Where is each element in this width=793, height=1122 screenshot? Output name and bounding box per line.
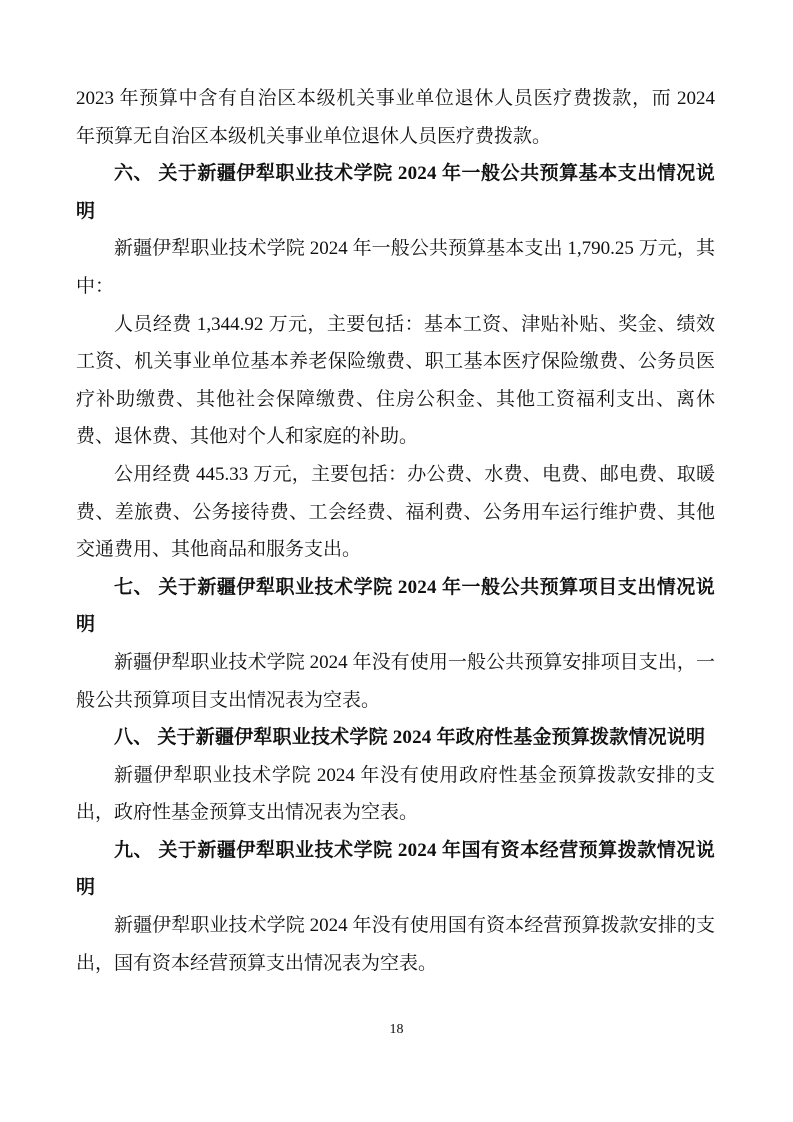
paragraph: 新疆伊犁职业技术学院 2024 年没有使用一般公共预算安排项目支出，一般公共预算项目支出情况表为空表。 (76, 651, 715, 711)
paragraph: 新疆伊犁职业技术学院 2024 年没有使用国有资本经营预算拨款安排的支出，国有资本经营预算支出情况表为空表。 (76, 915, 715, 974)
paragraph: 新疆伊犁职业技术学院 2024 年一般公共预算基本支出 1,790.25 万元，其中： (76, 238, 715, 297)
page-number: 18 (389, 1022, 404, 1037)
section-heading-6: 六、 关于新疆伊犁职业技术学院 2024 年一般公共预算基本支出情况说明 (76, 163, 715, 222)
paragraph: 人员经费 1,344.92 万元，主要包括：基本工资、津贴补贴、奖金、绩效工资、机关事业单位基本养老保险缴费、职工基本医疗保险缴费、公务员医疗补助缴费、其他社会保障缴费、住房公积金、其他工资福利支出、离休费、退休费、其他对个人和家庭的补助。 (76, 313, 715, 448)
paragraph: 公用经费 445.33 万元，主要包括：办公费、水费、电费、邮电费、取暖费、差旅费、公务接待费、工会经费、福利费、公务用车运行维护费、其他交通费用、其他商品和服务支出。 (76, 463, 715, 561)
paragraph: 新疆伊犁职业技术学院 2024 年没有使用政府性基金预算拨款安排的支出，政府性基金预算支出情况表为空表。 (76, 764, 715, 824)
paragraph: 2023 年预算中含有自治区本级机关事业单位退休人员医疗费拨款，而 2024 年预算无自治区本级机关事业单位退休人员医疗费拨款。 (76, 88, 715, 147)
document-body (76, 80, 715, 982)
section-heading-8: 八、 关于新疆伊犁职业技术学院 2024 年政府性基金预算拨款情况说明 (114, 727, 706, 749)
section-heading-7: 七、 关于新疆伊犁职业技术学院 2024 年一般公共预算项目支出情况说明 (76, 576, 715, 636)
section-heading-9: 九、 关于新疆伊犁职业技术学院 2024 年国有资本经营预算拨款情况说明 (76, 839, 715, 899)
